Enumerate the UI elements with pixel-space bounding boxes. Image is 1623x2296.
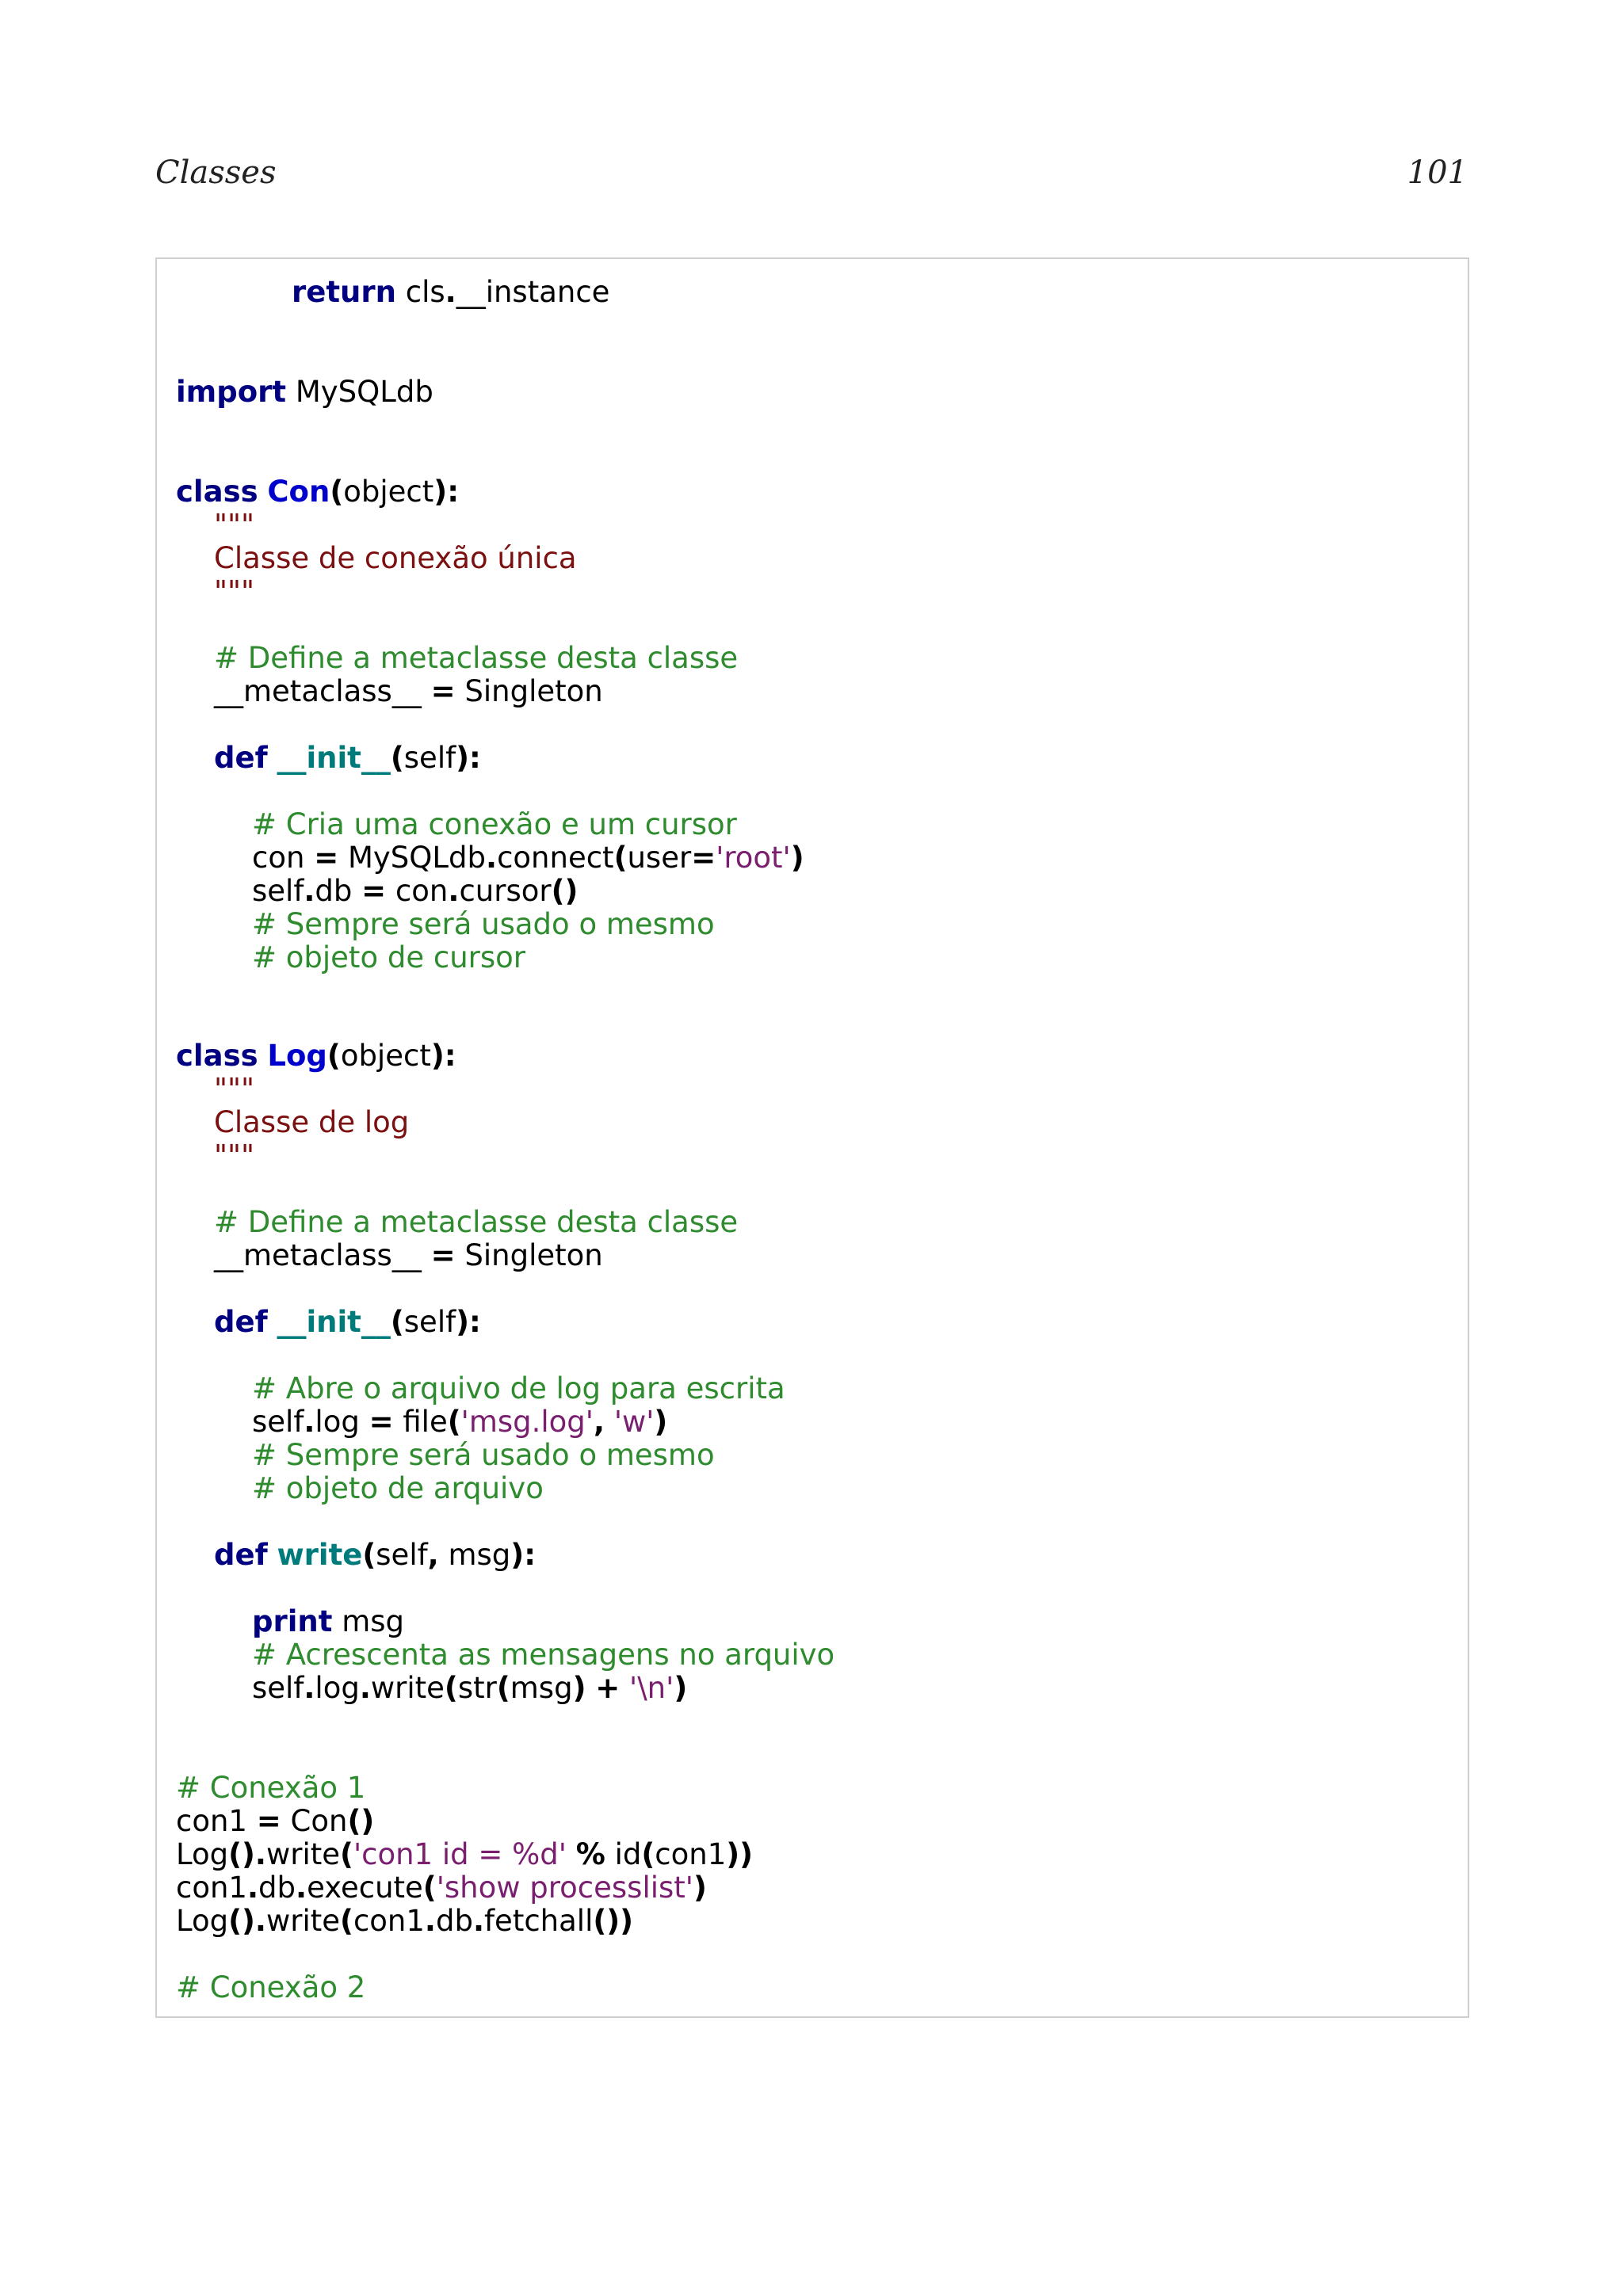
code-line: def write(self, msg): [214, 1538, 536, 1572]
code-line: def __init__(self): [214, 1305, 481, 1339]
code-line: import MySQLdb [176, 375, 433, 409]
code-line: # Sempre será usado o mesmo [252, 907, 715, 941]
code-line: """ [214, 1072, 255, 1106]
page-header [155, 154, 1468, 202]
code-line: # Define a metaclasse desta classe [214, 641, 739, 675]
code-line: # Abre o arquivo de log para escrita [252, 1371, 785, 1405]
code-line: # objeto de arquivo [252, 1471, 544, 1505]
code-listing [155, 257, 1469, 2018]
code-line: Classe de log [214, 1105, 410, 1139]
code-line: Classe de conexão única [214, 541, 577, 575]
code-line: """ [214, 574, 255, 608]
code-line: Log().write(con1.db.fetchall()) [176, 1904, 634, 1938]
code-line: # objeto de cursor [252, 940, 525, 974]
code-line: # Define a metaclasse desta classe [214, 1205, 739, 1239]
code-line: self.log.write(str(msg) + '\n') [252, 1671, 688, 1705]
code-line: con1.db.execute('show processlist') [176, 1871, 707, 1905]
code-line: """ [214, 1138, 255, 1173]
code-line: # Conexão 1 [176, 1771, 366, 1805]
code-line: # Cria uma conexão e um cursor [252, 807, 737, 841]
code-line: # Conexão 2 [176, 1970, 366, 2004]
code-line: self.log = file('msg.log', 'w') [252, 1405, 668, 1439]
code-line: con = MySQLdb.connect(user='root') [252, 841, 804, 875]
code-line: # Sempre será usado o mesmo [252, 1438, 715, 1472]
code-line: return cls.__instance [292, 275, 610, 309]
code-line: def __init__(self): [214, 741, 481, 775]
page-number: 101 [1407, 154, 1468, 191]
code-line: con1 = Con() [176, 1804, 375, 1838]
code-line: """ [214, 508, 255, 542]
code-line: __metaclass__ = Singleton [214, 674, 603, 708]
code-line: Log().write('con1 id = %d' % id(con1)) [176, 1837, 754, 1871]
code-line: self.db = con.cursor() [252, 874, 579, 908]
code-line: # Acrescenta as mensagens no arquivo [252, 1638, 835, 1672]
chapter-title: Classes [155, 154, 277, 191]
code-line: class Con(object): [176, 475, 459, 509]
code-line: print msg [252, 1604, 405, 1638]
code-line: __metaclass__ = Singleton [214, 1238, 603, 1272]
code-line: class Log(object): [176, 1039, 456, 1073]
